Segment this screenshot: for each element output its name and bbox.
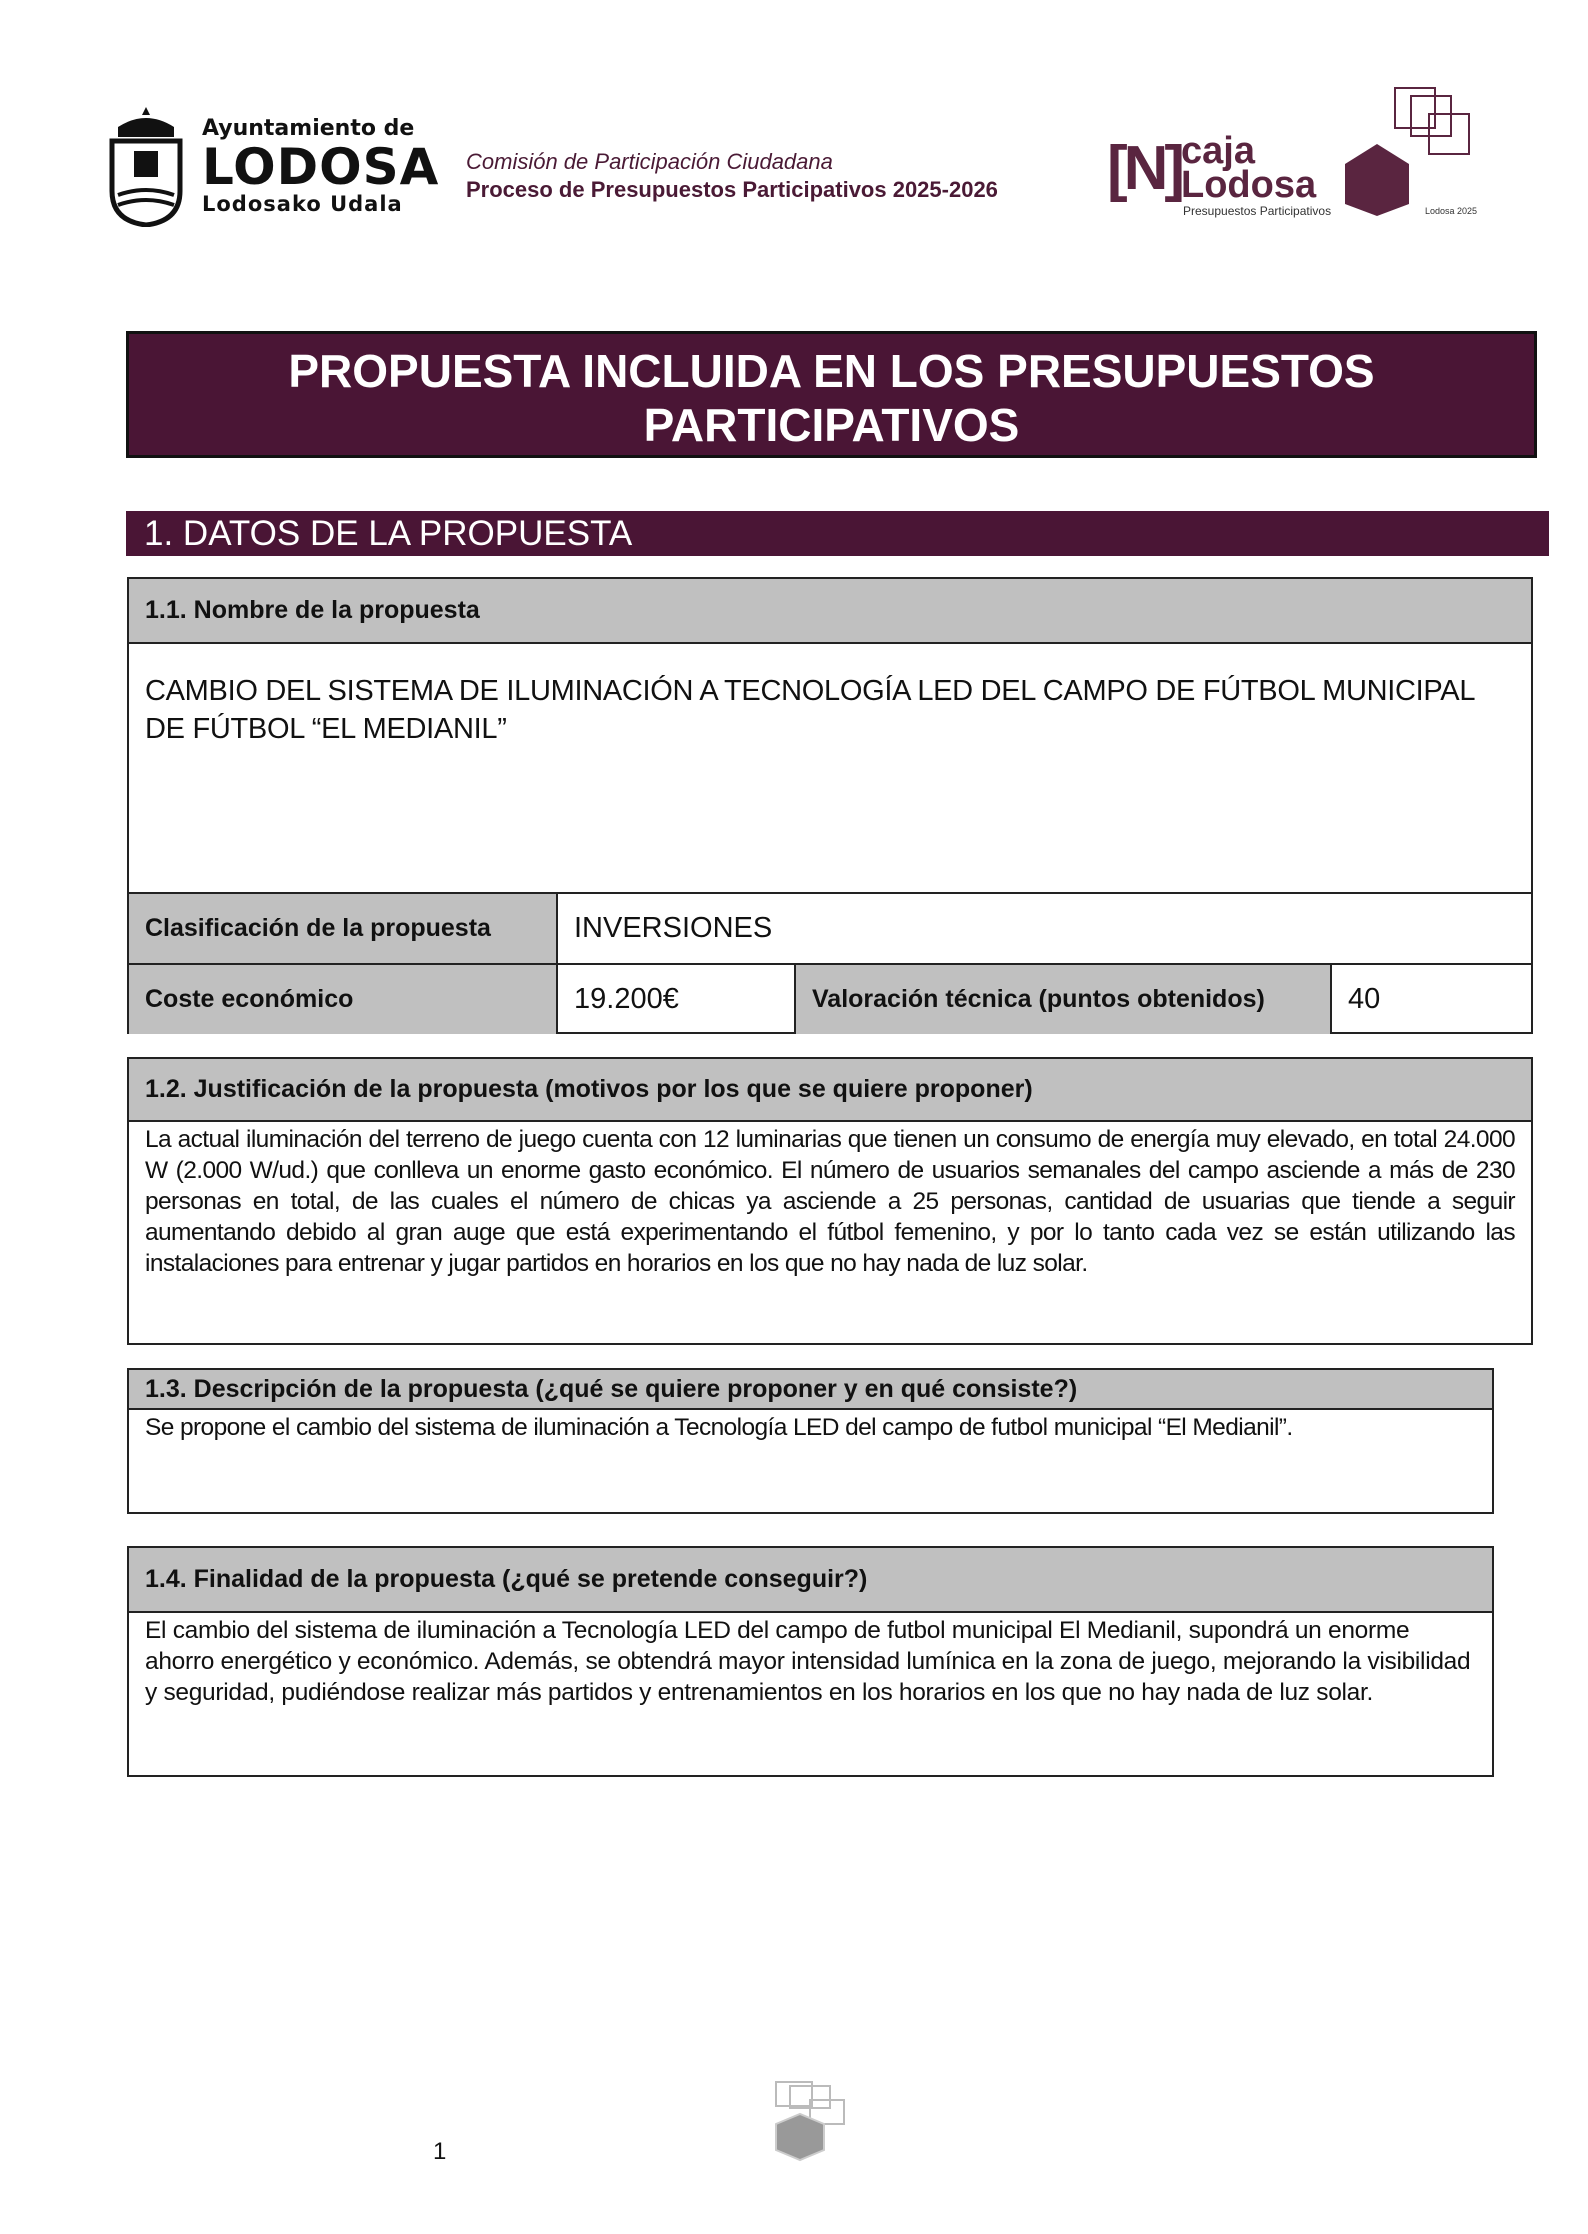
purpose-text: El cambio del sistema de iluminación a Tecnología LED del campo de futbol municipal El Medianil, supondrá un enorme ahorro energético y económico. Además, se obtendrá mayor intensidad lumínica en la zona de juego, mejorando la visibilidad y seguridad, pudiéndose realizar más partidos y entrenamientos en los horarios en los que no hay nada de luz solar. (145, 1617, 1471, 1706)
cost-value: 19.200€ (558, 963, 796, 1034)
description-text: Se propone el cambio del sistema de iluminación a Tecnología LED del campo de futbol municipal “El Medianil”. (145, 1414, 1293, 1441)
purpose-header: 1.4. Finalidad de la propuesta (¿qué se pretende conseguir?) (129, 1548, 1492, 1613)
justification-text: La actual iluminación del terreno de juego cuenta con 12 luminarias que tienen un consumo de energía muy elevado, en total 24.000 W (2.000 W/ud.) que conlleva un enorme gasto económico. El número de usuarios semanales del campo asciende a más de 230 personas en total, de las cuales el número de chicas ya asciende a 25 personas, cantidad de usuarias que tiende a seguir aumentando debido al gran auge que está experimentando el fútbol femenino, y por lo tanto cada vez se están utilizando las instalaciones para entrenar y jugar partidos en horarios en los que no hay nada de luz solar. (145, 1126, 1515, 1277)
proposal-name: CAMBIO DEL SISTEMA DE ILUMINACIÓN A TECNOLOGÍA LED DEL CAMPO DE FÚTBOL MUNICIPAL DE FÚTBOL “EL MEDIANIL” (145, 675, 1475, 745)
cost-label: Coste económico (129, 963, 558, 1034)
caja-lodosa-logo (1107, 84, 1487, 219)
lodosa-logo-text (202, 118, 439, 215)
logo-line3: Lodosako Udala (202, 192, 403, 216)
proposal-name-table (127, 577, 1533, 1034)
classification-value: INVERSIONES (558, 892, 1533, 963)
document-title: PROPUESTA INCLUIDA EN LOS PRESUPUESTOS PARTICIPATIVOS (126, 331, 1537, 458)
footer-box-icon (756, 2080, 856, 2170)
description-table (127, 1368, 1494, 1514)
commission-name: Comisión de Participación Ciudadana (466, 149, 833, 174)
logo-line2: LODOSA (202, 138, 440, 196)
process-name: Proceso de Presupuestos Participativos 2025-2026 (466, 177, 998, 202)
score-value: 40 (1332, 963, 1533, 1034)
box-speech-icon (1337, 84, 1487, 219)
name-header: 1.1. Nombre de la propuesta (129, 579, 1531, 644)
header-text (466, 148, 998, 204)
brand-line1: caja (1181, 130, 1255, 172)
justification-header: 1.2. Justificación de la propuesta (motivos por los que se quiere proponer) (129, 1059, 1531, 1122)
section-heading: 1. DATOS DE LA PROPUESTA (126, 511, 1549, 556)
brand-subtitle: Presupuestos Participativos (1183, 204, 1332, 218)
purpose-table (127, 1546, 1494, 1777)
classification-label: Clasificación de la propuesta (129, 892, 558, 963)
brand-year: Lodosa 2025 (1425, 206, 1478, 216)
score-label: Valoración técnica (puntos obtenidos) (796, 963, 1332, 1034)
lodosa-crest-logo (104, 105, 188, 227)
logo-line1: Ayuntamiento de (202, 116, 415, 141)
brand-bracket: [N] (1107, 134, 1182, 203)
description-header: 1.3. Descripción de la propuesta (¿qué se quiere proponer y en qué consiste?) (129, 1370, 1492, 1410)
justification-table (127, 1057, 1533, 1345)
brand-line2: Lodosa (1181, 164, 1317, 206)
page-number: 1 (433, 2138, 447, 2165)
